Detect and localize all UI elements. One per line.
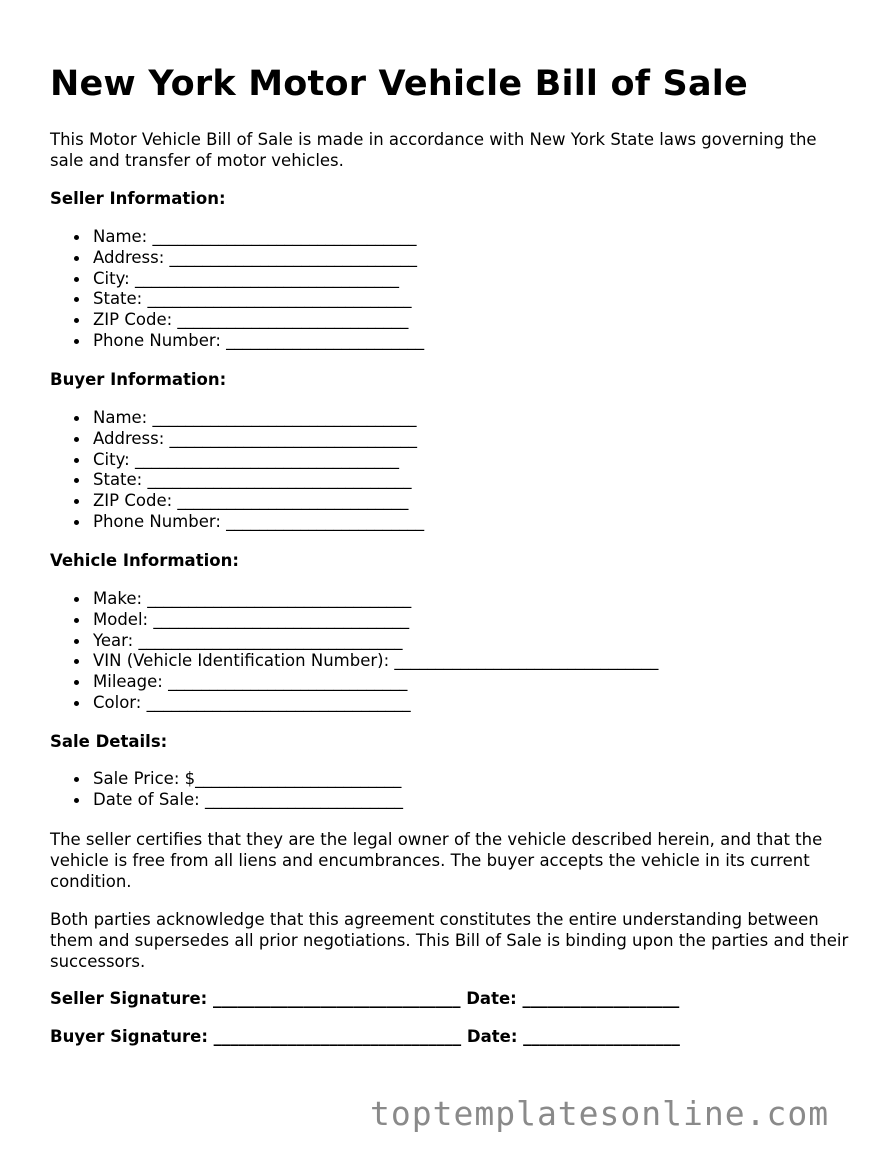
vehicle-fields	[50, 589, 658, 714]
buyer-name-field[interactable]: Name: ________________________________	[93, 408, 424, 429]
acknowledgement-paragraph: Both parties acknowledge that this agreement constitutes the entire understanding between them and supersedes all prior negotiations. This Bill of Sale is binding upon the parties and their successors.	[50, 910, 849, 971]
buyer-fields	[50, 408, 424, 533]
vehicle-vin-field[interactable]: VIN (Vehicle Identification Number): ________________________________	[93, 651, 659, 671]
document-title: New York Motor Vehicle Bill of Sale	[50, 64, 748, 104]
buyer-state-field[interactable]: State: ________________________________	[93, 470, 424, 491]
seller-address-field[interactable]: Address: ______________________________	[93, 248, 424, 269]
sale-heading: Sale Details:	[50, 732, 168, 751]
sale-price-field[interactable]: Sale Price: $_________________________	[93, 769, 402, 788]
seller-state-field[interactable]: State: ________________________________	[93, 289, 424, 310]
vehicle-mileage-field[interactable]: Mileage: _____________________________	[93, 672, 658, 693]
vehicle-model-field[interactable]: Model: _______________________________	[93, 610, 658, 631]
buyer-zip-field[interactable]: ZIP Code: ____________________________	[93, 491, 424, 512]
seller-phone-field[interactable]: Phone Number: ________________________	[93, 330, 425, 350]
intro-paragraph: This Motor Vehicle Bill of Sale is made in accordance with New York State laws governing the sale and transfer of motor vehicles.	[50, 130, 817, 170]
vehicle-heading: Vehicle Information:	[50, 551, 239, 570]
vehicle-year-field[interactable]: Year: ________________________________	[93, 631, 658, 652]
seller-signature-line[interactable]: Seller Signature: ______________________________ Date: ___________________	[50, 989, 680, 1008]
seller-fields	[50, 227, 424, 352]
buyer-signature-line[interactable]: Buyer Signature: ______________________________ Date: ___________________	[50, 1027, 680, 1046]
seller-zip-field[interactable]: ZIP Code: ____________________________	[93, 310, 424, 331]
buyer-heading: Buyer Information:	[50, 370, 227, 389]
certification-paragraph: The seller certifies that they are the legal owner of the vehicle described herein, and that the vehicle is free from all liens and encumbrances. The buyer accepts the vehicle in its current condition.	[50, 830, 823, 891]
buyer-city-field[interactable]: City: ________________________________	[93, 450, 424, 471]
vehicle-make-field[interactable]: Make: ________________________________	[93, 589, 658, 610]
watermark-text: toptemplatesonline.com	[370, 1094, 830, 1133]
seller-heading: Seller Information:	[50, 189, 226, 208]
seller-city-field[interactable]: City: ________________________________	[93, 269, 424, 290]
seller-name-field[interactable]: Name: ________________________________	[93, 227, 424, 248]
sale-date-field[interactable]: Date of Sale: ________________________	[93, 789, 403, 809]
buyer-phone-field[interactable]: Phone Number: ________________________	[93, 511, 425, 531]
buyer-address-field[interactable]: Address: ______________________________	[93, 429, 424, 450]
sale-fields	[50, 769, 403, 811]
vehicle-color-field[interactable]: Color: ________________________________	[93, 693, 658, 714]
